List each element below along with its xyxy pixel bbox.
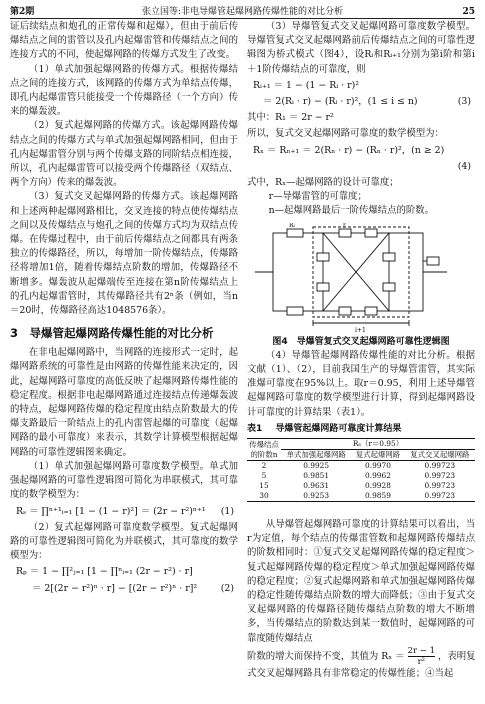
block-r-top-2 [365, 229, 377, 237]
block-r-mid-bottom [317, 283, 329, 291]
table-cell: 0.9962 [365, 471, 391, 481]
equation-3a [247, 79, 475, 93]
paragraph: （1）单式加强起爆网路可靠度数学模型。单式加强起爆网路的可靠性逻辑图可简化为串联模式，其可靠度的数学模型为： [10, 460, 238, 501]
table-cell: 30 [259, 491, 269, 501]
text-run: 阶数的增大而保持不变，其值为 Rₓ ＝ [247, 650, 405, 662]
table-col-header: 单式加强起爆网路 [286, 450, 346, 460]
block-r-top [339, 229, 351, 237]
paragraph: （2）复式起爆网路的传爆方式。该起爆网路传爆结点之间的传爆方式与单式加强起爆网路相同，但由于孔内起爆雷管分别与两个传爆支路的同阶结点相连接，所以，孔内起爆雷管可以接受两个传爆路径（双结点、两个方向）传来的爆轰波。 [10, 120, 238, 189]
diagram-frame [273, 233, 423, 311]
table-row [247, 461, 475, 472]
equation-3c [247, 111, 475, 125]
paragraph: 在非电起爆网路中，当网路的连接形式一定时，起爆网路系统的可靠性是由网路的传爆性能来决定的，因此，起爆网路可靠度的高低反映了起爆网路传爆性能的稳定程度。根据非电起爆网路通过连接结点传递爆轰波的特点，起爆网路传爆的稳定程度由结点阶数最大的传爆支路最后一阶结点上的孔内雷管起爆的可靠度（起爆网路的最小可靠度）来表示，其数学计算模型根据起爆网路的可靠性逻辑图来确定。 [10, 347, 238, 458]
table-cell: 0.9970 [365, 461, 391, 471]
label-r: r [343, 222, 346, 229]
fraction [408, 646, 435, 667]
equation-body: 其中：R₁ ＝ 2r − r² [247, 112, 334, 124]
table-head-group: Rₛ（r＝0.95） [281, 439, 475, 450]
table-cell: 0.9253 [303, 491, 330, 501]
fraction-numerator: 2r − 1 [407, 645, 436, 656]
table-cell: 0.99723 [424, 491, 456, 501]
table-cell: 0.9851 [303, 471, 330, 481]
table-cell: 0.99723 [424, 481, 456, 491]
table-cell: 0.99723 [424, 461, 456, 471]
equation-body: Rᵢ₊₁ ＝ 1 − (1 − Rᵢ · r)² [253, 79, 359, 91]
paragraph: 从导爆管起爆网路可靠度的计算结果可以看出，当r为定值，每个结点的传爆雷管数和起爆网路传爆结点的阶数相同时：①复式交叉起爆网路传爆的稳定程度＞复式起爆网路传爆的稳定程度＞单式加强起爆网路传爆的稳定程度；②复式起爆网路和单式加强起爆网路传爆的稳定性随传爆结点阶数的增大而降低；③由于复式交叉起爆网路的传爆路径随传爆结点阶数的增大不断增多，当传爆结点的阶数达到某一数值时，起爆网路的可靠度随传爆结点 [247, 519, 475, 644]
paragraph: （4）导爆管起爆网路传爆性能的对比分析。根据文献（1）、（2），目前我国生产的导爆管雷管，其实际准爆可靠度在95%以上。取r＝0.95，利用上述导爆管起爆网路可靠度的数学模型进行计算，得到起爆网路设计可靠度的计算结果（表1）。 [247, 349, 475, 418]
paragraph: （2）复式起爆网路可靠度数学模型。复式起爆网路的可靠性逻辑图可简化为并联模式，其可靠度的数学模型为： [10, 521, 238, 562]
block-ri-bottom [287, 307, 303, 315]
issue-number: 第2期 [10, 7, 35, 17]
block-r-bottom [339, 307, 351, 315]
running-header [10, 5, 475, 19]
table-title: 导爆管起爆网路可靠度计算结果 [275, 423, 402, 434]
equation-2b [10, 582, 238, 596]
block-ri-top [287, 229, 303, 237]
equation-body: Rₛ ＝ ∏ⁿ⁺¹ᵢ₌₁ [1 − (1 − r)²] ＝ (2r − r²)ⁿ⁺¹ [16, 505, 206, 517]
equation-2a [10, 565, 238, 579]
paragraph-formula-line [247, 646, 475, 667]
table-cell: 0.9925 [303, 461, 330, 471]
left-column [10, 20, 238, 598]
table-col-header: 复式起爆网路 [355, 450, 401, 460]
section-heading: 3 导爆管起爆网路传爆性能的对比分析 [10, 326, 214, 341]
table-cell: 2 [261, 461, 267, 471]
table-cell: 0.9859 [365, 491, 391, 501]
paragraph: （1）单式加强起爆网路的传爆方式。根据传爆结点之间的连接方式，该网路的传爆方式为单结点传爆，即孔内起爆雷管只能接受一个传爆路径（一个方向）传来的爆轰波。 [10, 63, 238, 118]
page-number: 25 [462, 7, 475, 17]
table-caption [247, 422, 475, 436]
equation-number: (3) [457, 96, 471, 108]
table-cell: 0.9928 [365, 481, 391, 491]
table-row [247, 471, 475, 481]
label-i1: i+1 [355, 326, 366, 333]
dashed-group [313, 227, 409, 317]
block-r-mid-bottom-2 [383, 283, 395, 291]
label-ri: Rᵢ [289, 222, 295, 229]
equation-body: Rₓ ＝ Rₙ₊₁ ＝ 2(Rₙ · r) − (Rₙ · r)²，(n ≥ 2) [253, 144, 445, 156]
table-number: 表1 [247, 423, 263, 434]
symbol-definition: n—起爆网路最后一阶传爆结点的阶数。 [268, 205, 435, 217]
paragraph: （3）导爆管复式交叉起爆网路可靠度数学模型。导爆管复式交叉起爆网路前后传爆结点之间的可靠性逻辑图为桥式模式（图4），设Rᵢ和Rᵢ₊₁分别为第i阶和第i＋1阶传爆结点的可靠度，则 [247, 21, 475, 75]
block-r-bottom-2 [365, 307, 377, 315]
equation-body: Rₚ ＝ 1 − ∏²ⱼ₌₁ [1 − ∏ⁿᵢ₌₁ (2r − r²) · r] [16, 566, 193, 578]
paragraph: （3）复式交叉起爆网路的传爆方式。该起爆网路和上述两种起爆网路相比，交叉连接的特点使传爆结点之间以及传爆结点与炮孔之间的传爆方式均为双结点传爆。在传爆过程中，由于前后传爆结点之间都具有两条独立的传爆路径，所以，每增加一阶传爆结点，传爆路径将增加1倍，随着传爆结点阶数的增加，传爆路径不断增多。爆轰波从起爆端传至连接在第n阶传爆结点上的孔内起爆雷管时，其传爆路径共有2ⁿ条（例如，当n＝20时，传爆路径高达1048576条）。 [10, 191, 238, 317]
bridge-logic-svg [247, 223, 475, 333]
table-row [247, 491, 475, 502]
reliability-table [247, 438, 475, 502]
right-column [247, 20, 475, 681]
paragraph: 证后续结点和炮孔的正常传爆和起爆），但由于前后传爆结点之间的雷管以及孔内起爆雷管和传爆结点之间的连接方式的不同，使起爆网路的传爆方式发生了改变。 [10, 21, 238, 61]
paragraph: 所以，复式交叉起爆网路可靠度的数学模型为： [247, 128, 444, 140]
block-r-mid-top-2 [383, 253, 395, 261]
block-r-out [427, 257, 439, 265]
block-r-mid-top [317, 253, 329, 261]
table-col-header: 复式交叉起爆网路 [410, 450, 470, 460]
text-run: ，表明复 [438, 650, 476, 662]
symbol-definition: r—导爆雷管的可靠度； [268, 191, 367, 203]
table-cell: 15 [259, 481, 269, 491]
symbol-definition: 式中，Rₓ—起爆网路的设计可靠度； [247, 177, 399, 189]
equation-number: (4) [457, 160, 471, 172]
equation-number: (1) [220, 505, 234, 517]
table-head-n: 传爆结点的阶数n [247, 439, 281, 461]
equation-number: (2) [220, 582, 234, 594]
figure-4-logic-diagram [247, 223, 475, 333]
table-row [247, 481, 475, 491]
figure-caption: 图4 导爆管复式交叉起爆网路可靠性逻辑图 [272, 336, 450, 347]
equation-1 [10, 505, 238, 519]
equation-body: ＝ 2(Rᵢ · r) − (Rᵢ · r)²，(1 ≤ i ≤ n) [263, 96, 418, 108]
equation-3b [247, 95, 475, 109]
paragraph: 式交叉起爆网路具有非常稳定的传爆性能；④当起 [247, 667, 454, 679]
equation-4-number-row [247, 160, 475, 174]
table-cell: 0.9631 [303, 481, 330, 491]
running-title: 张立国等:非电导爆管起爆网路传爆性能的对比分析 [141, 7, 344, 17]
equation-4 [247, 144, 475, 158]
equation-body: ＝ 2[(2r − r²)ⁿ · r] − [(2r − r²)ⁿ · r]² [32, 582, 198, 594]
table-cell: 5 [261, 471, 267, 481]
table-cell: 0.99723 [424, 471, 456, 481]
fraction-denominator: r² [417, 656, 426, 667]
